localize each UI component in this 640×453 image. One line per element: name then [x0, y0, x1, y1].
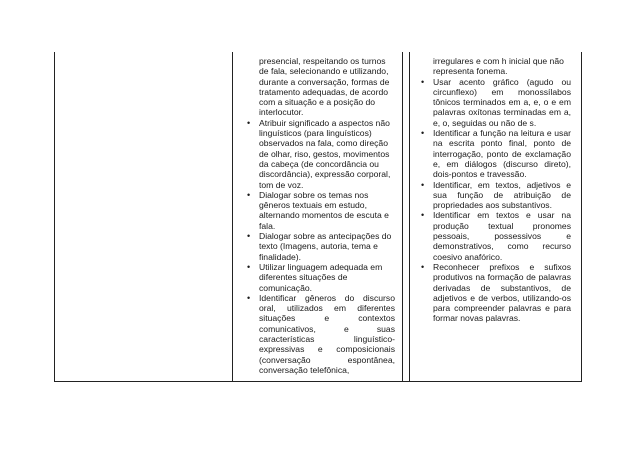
- bullet-list: [419, 77, 571, 324]
- skills-column-middle: [245, 56, 395, 375]
- list-item: • Utilizar linguagem adequada em diferentes situações de comunicação.: [245, 262, 395, 293]
- skills-column-right: [419, 56, 571, 324]
- list-item: • Reconhecer prefixos e sufixos produtivos na formação de palavras derivadas de substantivos, de adjetivos e de verbos, utilizando-os para compreender palavras e para formar novas palavras.: [419, 262, 571, 324]
- list-item: • Identificar a função na leitura e usar na escrita ponto final, ponto de interrogação, ponto de exclamação e, em diálogos (discurso direto), dois-pontos e travessão.: [419, 128, 571, 179]
- continued-text: presencial, respeitando os turnos de fala, selecionando e utilizando, durante a conversação, formas de tratamento adequadas, de acordo com a situação e a posição do interlocutor.: [259, 56, 390, 118]
- list-item: • Dialogar sobre as antecipações do texto (Imagens, autoria, tema e finalidade).: [245, 231, 395, 262]
- column-divider: [232, 52, 233, 381]
- list-item: • Dialogar sobre os temas nos gêneros textuais em estudo, alternando momentos de escuta e fala.: [245, 190, 395, 231]
- list-item: • Identificar em textos e usar na produção textual pronomes pessoais, possessivos e demonstrativos, como recurso coesivo anafórico.: [419, 210, 571, 261]
- bullet-list: [245, 118, 395, 375]
- continued-text: irregulares e com h inicial que não representa fonema.: [433, 56, 564, 77]
- list-item: • Identificar, em textos, adjetivos e sua função de atribuição de propriedades aos substantivos.: [419, 180, 571, 211]
- list-item: • Identificar gêneros do discurso oral, utilizados em diferentes situações e contextos comunicativos, e suas características linguístico-expressivas e composicionais (conversação espontânea, conversação telefônica,: [245, 293, 395, 375]
- list-item: • Usar acento gráfico (agudo ou circunflexo) em monossílabos tônicos terminados em a, e, o e em palavras oxítonas terminadas em a, e, o, seguidas ou não de s.: [419, 77, 571, 128]
- curriculum-table: [54, 52, 582, 382]
- column-divider: [409, 52, 410, 381]
- list-item: • Atribuir significado a aspectos não linguísticos (para linguísticos) observados na fala, como direção de olhar, riso, gestos, movimentos da cabeça (de concordância ou discordância), expressão corporal, tom de voz.: [245, 118, 395, 190]
- column-divider: [402, 52, 403, 381]
